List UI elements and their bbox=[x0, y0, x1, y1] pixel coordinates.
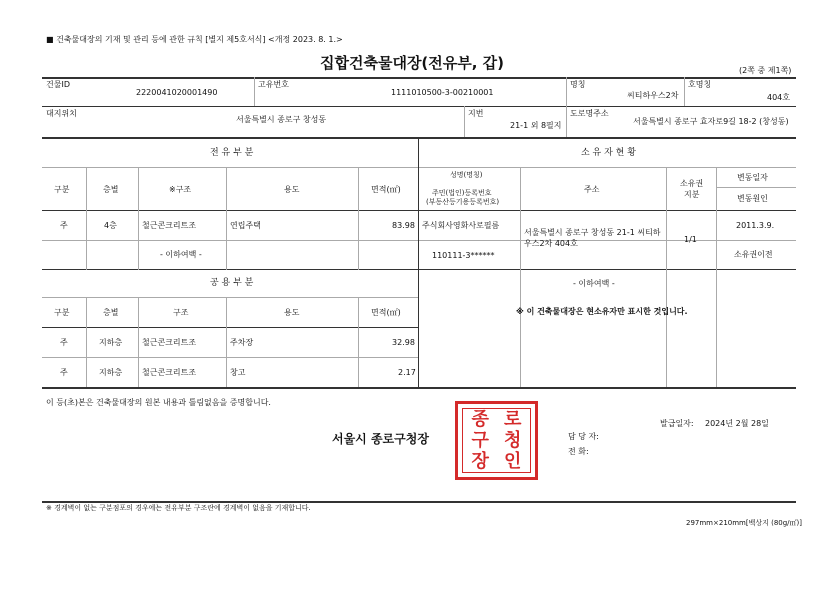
ex-area: 83.98 bbox=[392, 221, 415, 230]
common-type-2: 주 bbox=[60, 368, 68, 377]
common-area-1: 32.98 bbox=[392, 338, 415, 347]
ex-floor: 4층 bbox=[104, 221, 117, 230]
building-id-label: 건물ID bbox=[46, 80, 70, 89]
common-structure-1: 철근콘크리트조 bbox=[142, 338, 197, 347]
building-id: 2220041020001490 bbox=[136, 88, 218, 97]
owner-date: 2011.3.9. bbox=[736, 221, 775, 230]
regulation-text: ■ 건축물대장의 기재 및 관리 등에 관한 규칙 [별지 제5호서식] <개정 2023. 8. 1.> bbox=[46, 35, 343, 44]
owner-notice: ※ 이 건축물대장은 현소유자만 표시한 것입니다. bbox=[516, 307, 688, 316]
lot: 21-1 외 8필지 bbox=[510, 121, 562, 130]
col-structure: ※구조 bbox=[169, 185, 192, 194]
owner-title: 소 유 자 현 황 bbox=[581, 148, 636, 158]
common-type-1: 주 bbox=[60, 338, 68, 347]
unit-name: 404호 bbox=[767, 93, 790, 102]
contact-label: 담 당 자: bbox=[568, 432, 599, 441]
unique-no-label: 고유번호 bbox=[258, 80, 289, 89]
col-area: 면적(㎡) bbox=[371, 185, 401, 194]
col-floor: 층별 bbox=[103, 185, 119, 194]
ex-use: 연립주택 bbox=[230, 221, 261, 230]
owner-name: 주식회사영화사로필름 bbox=[422, 221, 500, 230]
ex-below: - 이하여백 - bbox=[160, 250, 202, 259]
owner-reason: 소유권이전 bbox=[734, 250, 773, 259]
common-area-2: 2.17 bbox=[398, 368, 416, 377]
col-regno2: (부동산등기용등록번호) bbox=[426, 198, 500, 206]
unique-no: 1111010500-3-00210001 bbox=[391, 88, 494, 97]
issuing-office: 서울시 종로구청장 bbox=[332, 432, 429, 446]
col-share: 소유권 bbox=[680, 179, 704, 188]
col-use: 용도 bbox=[284, 185, 300, 194]
col-date: 변동일자 bbox=[737, 173, 768, 182]
document-title: 집합건축물대장(전유부, 갑) bbox=[320, 54, 505, 72]
building-name: 씨티하우스2차 bbox=[627, 91, 679, 100]
col-owner-name: 성명(명칭) bbox=[450, 171, 483, 179]
name-label: 명칭 bbox=[570, 80, 586, 89]
owner-addr-2: 우스2차 404호 bbox=[524, 239, 578, 248]
common-col-structure: 구조 bbox=[173, 308, 189, 317]
road-label: 도로명주소 bbox=[570, 109, 609, 118]
owner-regno: 110111-3****** bbox=[432, 251, 495, 260]
col-share2: 지분 bbox=[684, 190, 700, 199]
ex-structure: 철근콘크리트조 bbox=[142, 221, 197, 230]
owner-below: - 이하여백 - bbox=[573, 279, 615, 288]
issue-date: 2024년 2월 28일 bbox=[705, 419, 769, 428]
road-address: 서울특별시 종로구 효자로9길 18-2 (창성동) bbox=[633, 117, 789, 126]
unit-label: 호명칭 bbox=[688, 80, 712, 89]
common-floor-1: 지하층 bbox=[99, 338, 123, 347]
issue-label: 발급일자: bbox=[660, 419, 694, 428]
owner-addr-1: 서울특별시 종로구 창성동 21-1 씨티하 bbox=[524, 228, 661, 237]
common-title: 공 용 부 분 bbox=[210, 278, 254, 288]
common-use-2: 창고 bbox=[230, 368, 246, 377]
col-regno: 주민(법인)등록번호 bbox=[432, 189, 492, 197]
common-col-use: 용도 bbox=[284, 308, 300, 317]
owner-share: 1/1 bbox=[684, 235, 697, 244]
paper-spec: 297mm×210mm[백상지 (80g/㎡)] bbox=[686, 519, 803, 527]
exclusive-title: 전 유 부 분 bbox=[210, 148, 254, 158]
location: 서울특별시 종로구 창성동 bbox=[236, 115, 327, 124]
lot-label: 지번 bbox=[468, 109, 484, 118]
location-label: 대지위치 bbox=[46, 109, 77, 118]
phone-label: 전 화: bbox=[568, 447, 589, 456]
col-type: 구분 bbox=[54, 185, 70, 194]
common-floor-2: 지하층 bbox=[99, 368, 123, 377]
certify-text: 이 등(초)본은 건축물대장의 원본 내용과 틀림없음을 증명합니다. bbox=[46, 398, 271, 407]
common-use-1: 주차장 bbox=[230, 338, 254, 347]
col-reason: 변동원인 bbox=[737, 194, 768, 203]
footnote: ※ 경계벽이 없는 구분점포의 경우에는 전유부분 구조란에 경계벽이 없음을 기재합니다. bbox=[46, 504, 311, 512]
ex-type: 주 bbox=[60, 221, 68, 230]
common-col-area: 면적(㎡) bbox=[371, 308, 401, 317]
official-seal: 종 로 구 청 장 인 bbox=[455, 401, 538, 480]
common-col-type: 구분 bbox=[54, 308, 70, 317]
common-structure-2: 철근콘크리트조 bbox=[142, 368, 197, 377]
common-col-floor: 층별 bbox=[103, 308, 119, 317]
col-addr: 주소 bbox=[584, 185, 600, 194]
page-info: (2쪽 중 제1쪽) bbox=[739, 66, 792, 75]
